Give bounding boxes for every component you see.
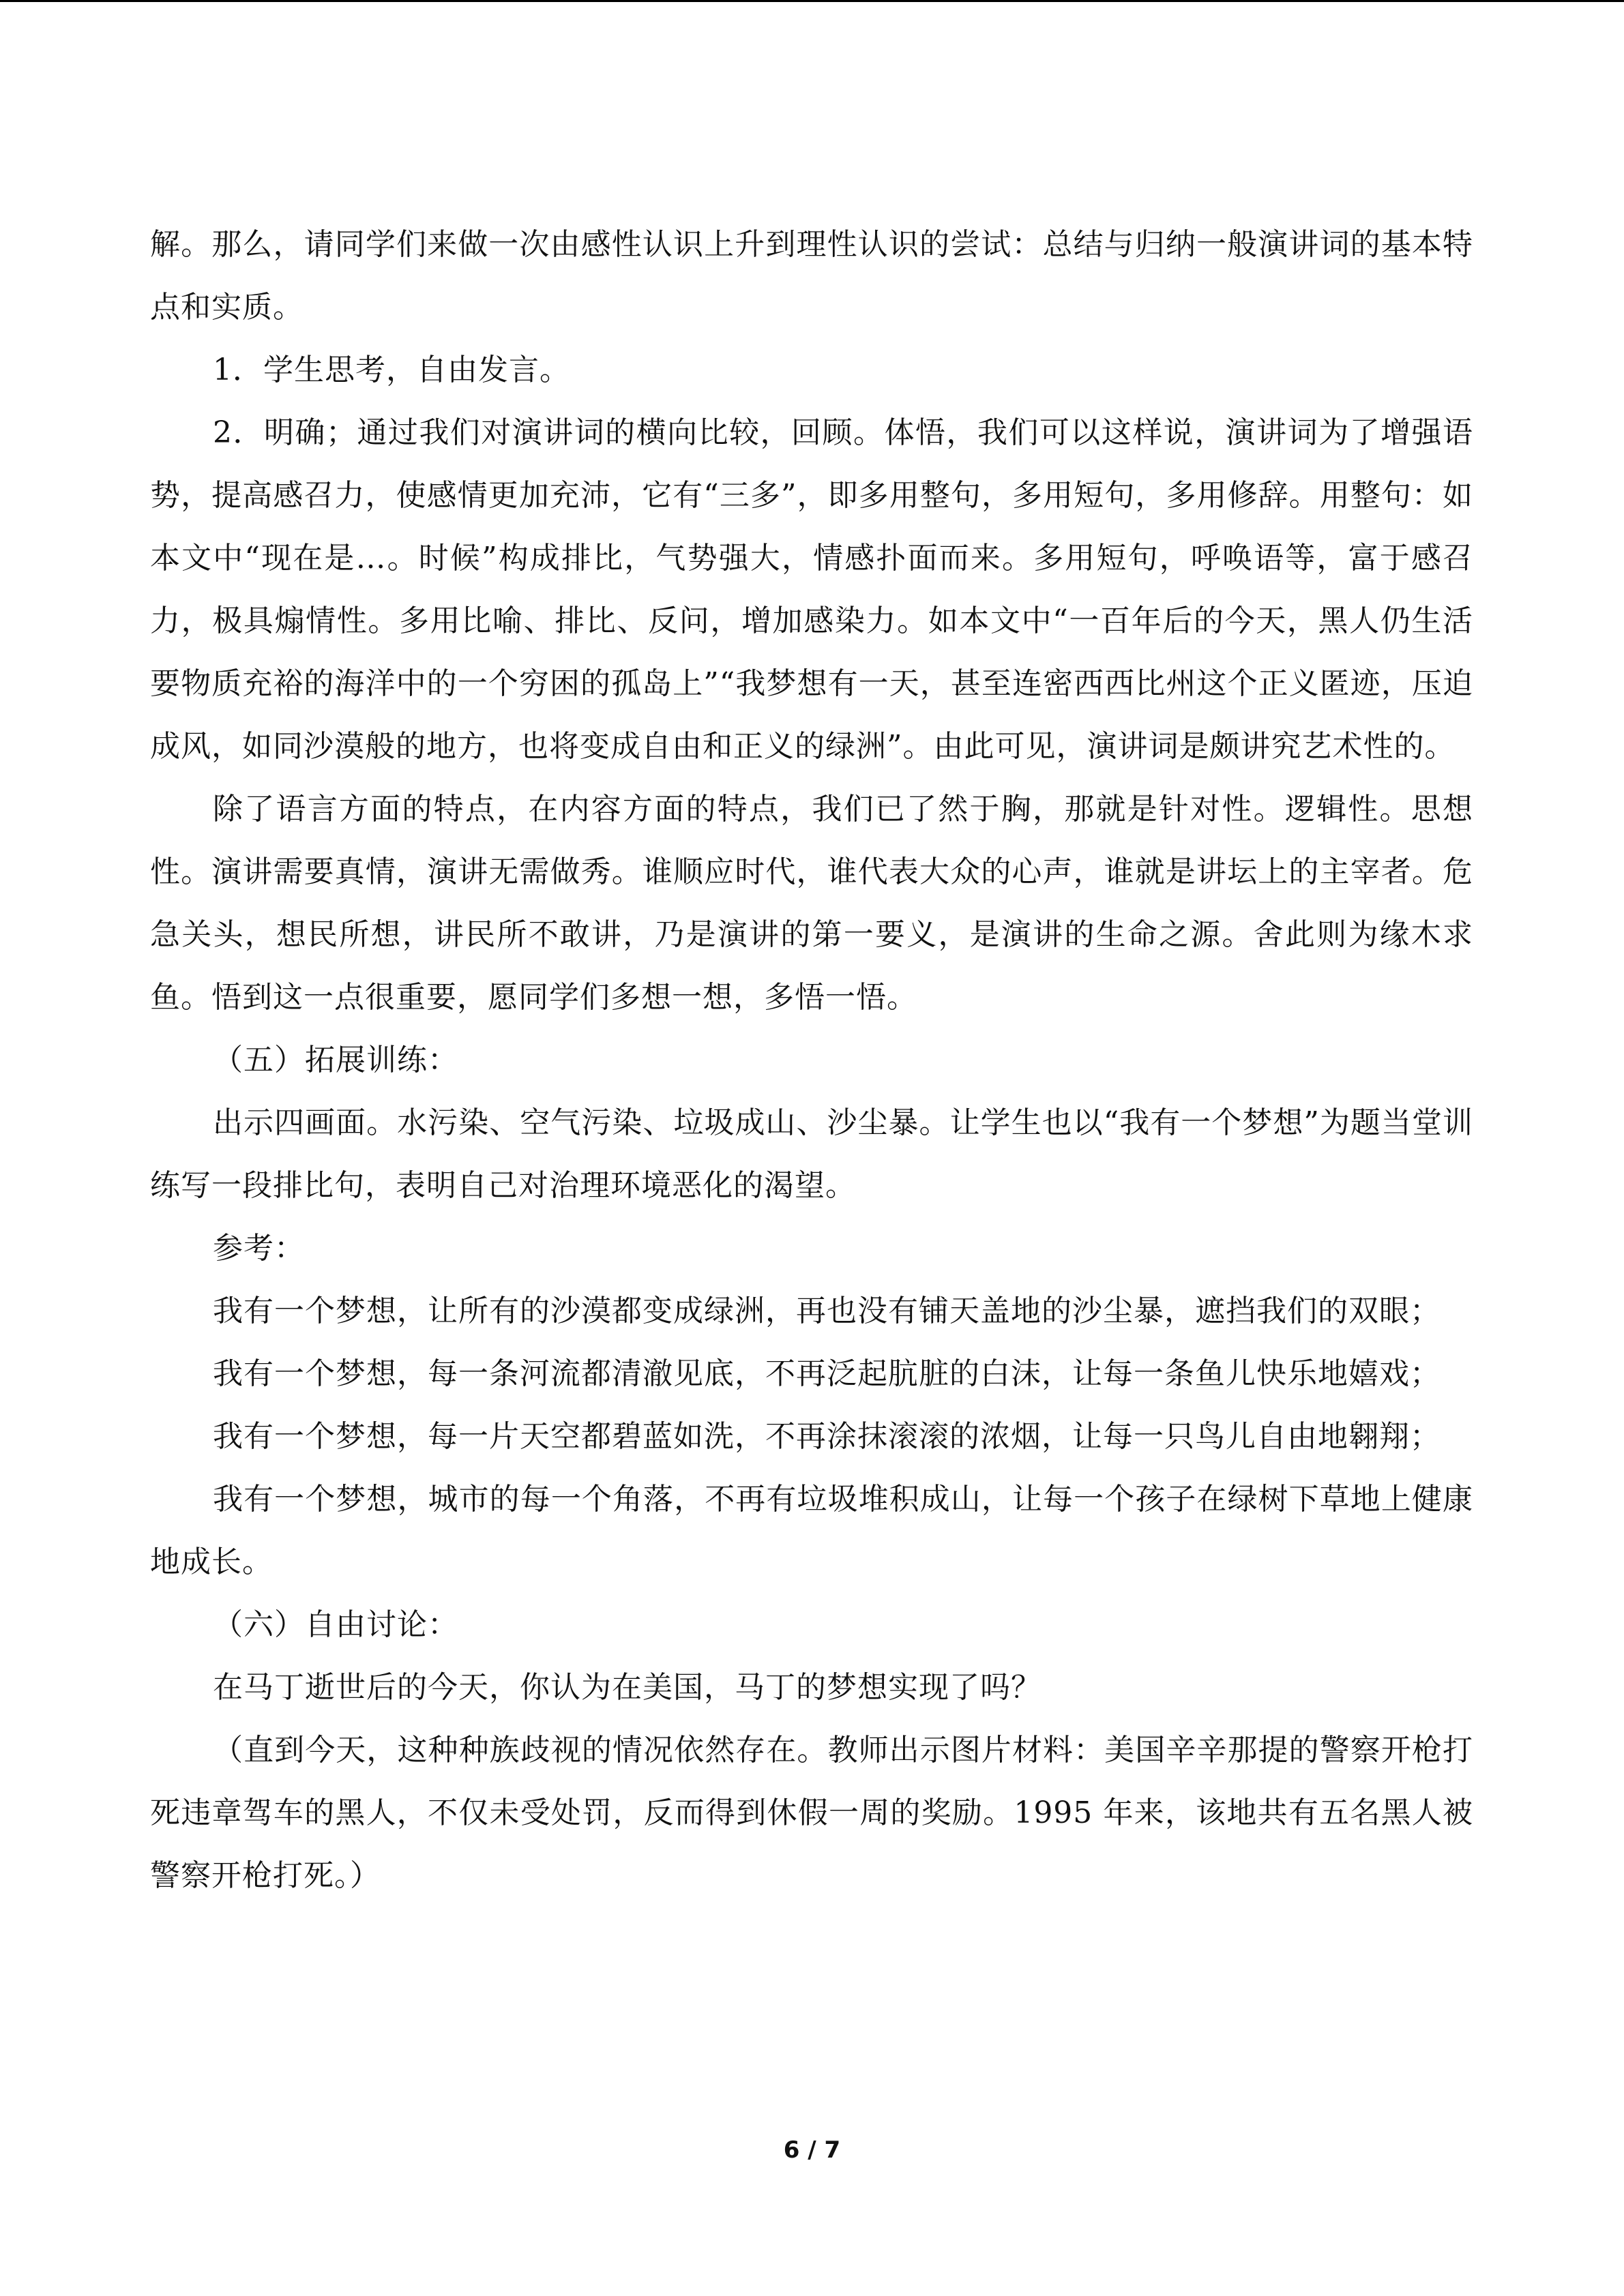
paragraph: 参考： — [213, 1231, 305, 1266]
paragraph: 我有一个梦想，城市的每一个角落，不再有垃圾堆积成山，让每一个孩子在绿树下草地上健康地成长。 — [150, 1482, 1473, 1579]
page-number: 6 / 7 — [783, 2136, 841, 2164]
section-heading: （六）自由讨论： — [213, 1607, 458, 1642]
paragraph: 解。那么，请同学们来做一次由感性认识上升到理性认识的尝试：总结与归纳一般演讲词的基本特点和实质。 — [150, 227, 1473, 325]
paragraph: 我有一个梦想，每一条河流都清澈见底，不再泛起肮脏的白沫，让每一条鱼儿快乐地嬉戏； — [213, 1356, 1441, 1391]
paragraph: （直到今天，这种种族歧视的情况依然存在。教师出示图片材料：美国辛辛那提的警察开枪打死违章驾车的黑人，不仅未受处罚，反而得到休假一周的奖励。1995 年来，该地共有五名黑人被警察开枪打死。） — [150, 1733, 1473, 1893]
section-heading: （五）拓展训练： — [213, 1043, 458, 1077]
paragraph: 出示四画面。水污染、空气污染、垃圾成山、沙尘暴。让学生也以“我有一个梦想”为题当堂训练写一段排比句，表明自己对治理环境恶化的渴望。 — [150, 1105, 1473, 1203]
paragraph: 在马丁逝世后的今天，你认为在美国，马丁的梦想实现了吗？ — [213, 1670, 1042, 1705]
paragraph: 除了语言方面的特点，在内容方面的特点，我们已了然于胸，那就是针对性。逻辑性。思想性。演讲需要真情，演讲无需做秀。谁顺应时代，谁代表大众的心声，谁就是讲坛上的主宰者。危急关头，想民所想，讲民所不敢讲，乃是演讲的第一要义，是演讲的生命之源。舍此则为缘木求鱼。悟到这一点很重要，愿同学们多想一想，多悟一悟。 — [150, 792, 1473, 1015]
document-body — [150, 213, 1473, 1907]
paragraph: 1．学生思考，自由发言。 — [213, 353, 570, 387]
paragraph: 我有一个梦想，每一片天空都碧蓝如洗，不再涂抹滚滚的浓烟，让每一只鸟儿自由地翱翔； — [213, 1419, 1441, 1454]
paragraph: 2．明确；通过我们对演讲词的横向比较，回顾。体悟，我们可以这样说，演讲词为了增强语势，提高感召力，使感情更加充沛，它有“三多”，即多用整句，多用短句，多用修辞。用整句：如本文中“现在是…。时候”构成排比，气势强大，情感扑面而来。多用短句，呼唤语等，富于感召力，极具煽情性。多用比喻、排比、反问，增加感染力。如本文中“一百年后的今天，黑人仍生活要物质充裕的海洋中的一个穷困的孤岛上”“我梦想有一天，甚至连密西西比州这个正义匿迹，压迫成风，如同沙漠般的地方，也将变成自由和正义的绿洲”。由此可见，演讲词是颇讲究艺术性的。 — [150, 415, 1474, 764]
paragraph: 我有一个梦想，让所有的沙漠都变成绿洲，再也没有铺天盖地的沙尘暴，遮挡我们的双眼； — [213, 1294, 1441, 1328]
